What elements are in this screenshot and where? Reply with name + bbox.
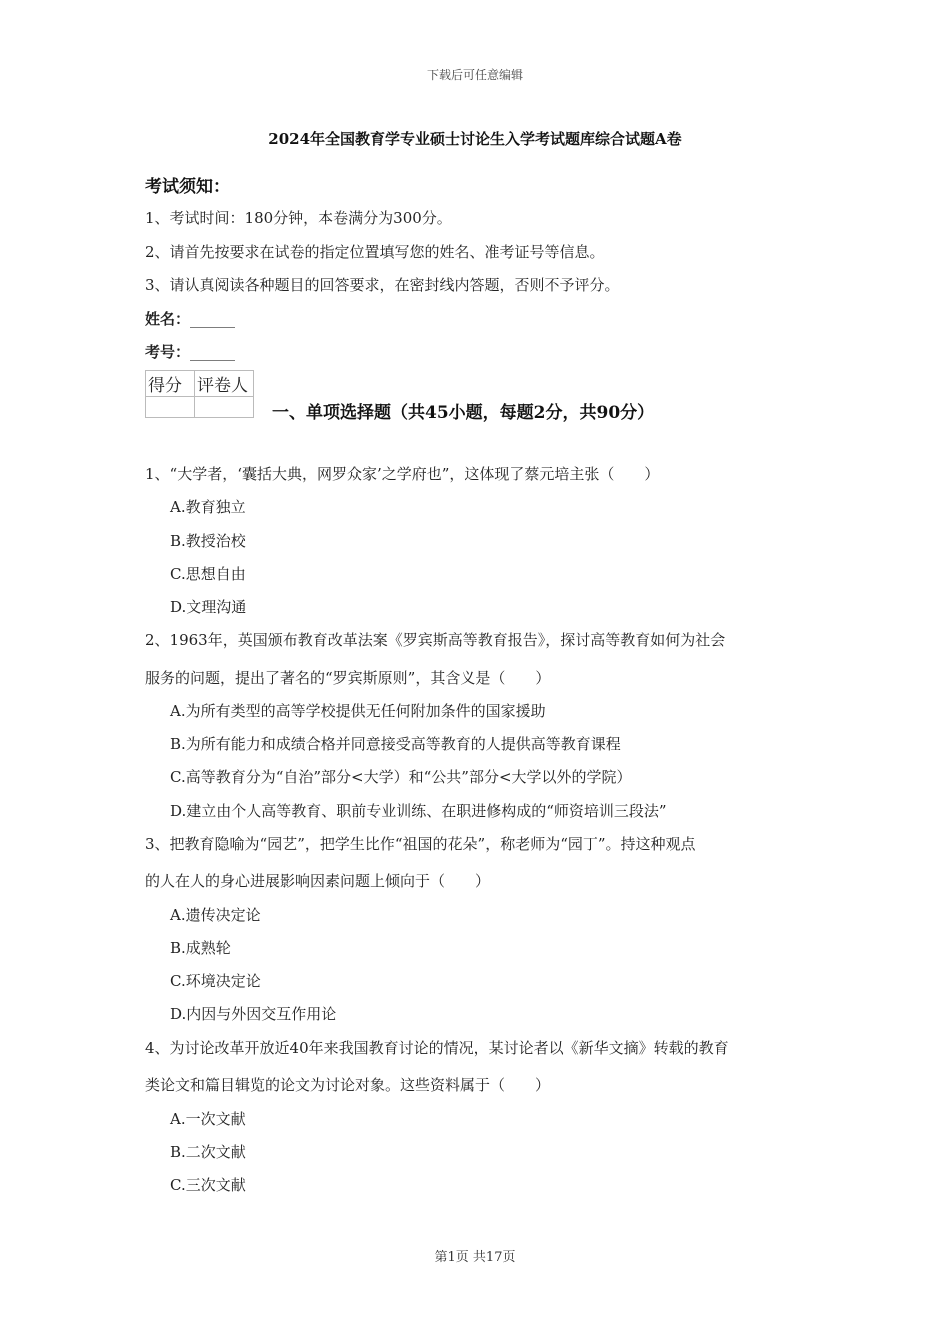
question-4-text-cont: 类论文和篇目辑览的论文为讨论对象。这些资料属于（ ） bbox=[145, 1076, 551, 1094]
id-blank[interactable]: ______ bbox=[190, 343, 236, 361]
question-4-option-c: C.三次文献 bbox=[170, 1176, 246, 1194]
question-1-text: 1、“大学者，‘囊括大典，网罗众家’之学府也”，这体现了蔡元培主张（ ） bbox=[145, 465, 660, 483]
question-4-text: 4、为讨论改革开放近40年来我国教育讨论的情况，某讨论者以《新华文摘》转载的教育 bbox=[145, 1039, 729, 1057]
question-1-option-c: C.思想自由 bbox=[170, 565, 246, 583]
score-table bbox=[145, 370, 254, 418]
question-1-option-d: D.文理沟通 bbox=[170, 598, 247, 616]
question-2-option-a: A.为所有类型的高等学校提供无任何附加条件的国家援助 bbox=[170, 702, 546, 720]
question-2-option-d: D.建立由个人高等教育、职前专业训练、在职进修构成的“师资培训三段法” bbox=[170, 802, 667, 820]
question-3-text-cont: 的人在人的身心进展影响因素问题上倾向于（ ） bbox=[145, 872, 491, 890]
name-field[interactable] bbox=[145, 308, 235, 329]
name-blank[interactable]: ______ bbox=[190, 310, 236, 328]
question-3-option-c: C.环境决定论 bbox=[170, 972, 261, 990]
notice-item: 3、请认真阅读各种题目的回答要求，在密封线内答题，否则不予评分。 bbox=[145, 276, 620, 294]
question-2-text: 2、1963年，英国颁布教育改革法案《罗宾斯高等教育报告》，探讨高等教育如何为社会 bbox=[145, 631, 726, 649]
question-4-option-a: A.一次文献 bbox=[170, 1110, 246, 1128]
notice-item: 1、考试时间：180分钟，本卷满分为300分。 bbox=[145, 209, 452, 227]
notice-item: 2、请首先按要求在试卷的指定位置填写您的姓名、准考证号等信息。 bbox=[145, 243, 605, 261]
id-field[interactable] bbox=[145, 341, 235, 362]
notice-heading: 考试须知： bbox=[145, 177, 230, 197]
question-3-option-a: A.遗传决定论 bbox=[170, 906, 261, 924]
exam-title: 2024年全国教育学专业硕士讨论生入学考试题库综合试题A卷 bbox=[268, 130, 682, 148]
question-1-option-a: A.教育独立 bbox=[170, 498, 246, 516]
question-1-option-b: B.教授治校 bbox=[170, 532, 246, 550]
score-header: 得分 bbox=[146, 371, 195, 397]
section-title: 一、单项选择题（共45小题，每题2分，共90分） bbox=[272, 403, 655, 423]
question-2-option-c: C.高等教育分为“自治”部分<大学）和“公共”部分<大学以外的学院） bbox=[170, 768, 632, 786]
id-label: 考号： bbox=[145, 343, 191, 361]
page-footer: 第1页 共17页 bbox=[434, 1250, 516, 1265]
question-2-option-b: B.为所有能力和成绩合格并同意接受高等教育的人提供高等教育课程 bbox=[170, 735, 621, 753]
score-cell[interactable] bbox=[146, 397, 195, 418]
header-note: 下载后可任意编辑 bbox=[426, 68, 523, 82]
question-3-option-b: B.成熟轮 bbox=[170, 939, 231, 957]
grader-header: 评卷人 bbox=[195, 371, 254, 397]
question-3-text: 3、把教育隐喻为“园艺”，把学生比作“祖国的花朵”，称老师为“园丁”。持这种观点 bbox=[145, 835, 696, 853]
grader-cell[interactable] bbox=[195, 397, 254, 418]
question-4-option-b: B.二次文献 bbox=[170, 1143, 246, 1161]
question-3-option-d: D.内因与外因交互作用论 bbox=[170, 1005, 337, 1023]
name-label: 姓名： bbox=[145, 310, 191, 328]
question-2-text-cont: 服务的问题，提出了著名的“罗宾斯原则”，其含义是（ ） bbox=[145, 669, 551, 687]
